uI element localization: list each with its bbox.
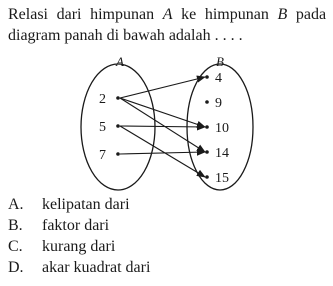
codomain-label-14: 14 — [215, 146, 229, 161]
option-c[interactable] — [8, 236, 150, 257]
option-d-text: akar kuadrat dari — [42, 259, 151, 276]
arrow-5-to-10 — [120, 126, 205, 127]
option-b-letter: B. — [8, 217, 23, 234]
codomain-dot-9 — [205, 100, 209, 104]
domain-dot-5 — [116, 124, 120, 128]
option-b-text: faktor dari — [42, 217, 110, 234]
option-c-text: kurang dari — [42, 238, 116, 255]
arrow-2-to-14 — [120, 98, 205, 152]
codomain-label-10: 10 — [215, 121, 229, 136]
option-a-text: kelipatan dari — [42, 196, 130, 213]
option-a[interactable] — [8, 194, 150, 215]
arrow-5-to-15 — [120, 126, 205, 177]
question-part-1: Relasi dari himpunan — [8, 6, 155, 23]
codomain-dot-15 — [205, 175, 209, 179]
option-c-letter: C. — [8, 238, 23, 255]
set-a-label: A — [116, 54, 124, 69]
codomain-label-15: 15 — [215, 171, 229, 186]
option-b[interactable] — [8, 215, 150, 236]
codomain-label-9: 9 — [215, 96, 222, 111]
arrow-2-to-10 — [120, 98, 205, 127]
arrow-7-to-14 — [120, 152, 205, 154]
arrow-2-to-4 — [120, 77, 205, 98]
domain-label-7: 7 — [99, 148, 106, 163]
domain-label-5: 5 — [99, 120, 106, 135]
answer-options — [8, 194, 150, 278]
set-b-label: B — [216, 54, 224, 69]
codomain-dot-14 — [205, 150, 209, 154]
codomain-label-4: 4 — [215, 71, 222, 86]
option-d[interactable] — [8, 257, 150, 278]
labels-layer — [99, 71, 229, 186]
set-a-name: A — [162, 6, 173, 23]
domain-label-2: 2 — [99, 92, 106, 107]
option-d-letter: D. — [8, 259, 24, 276]
question-part-3: pada diagram panah di bawah adalah . . . . — [8, 6, 327, 44]
question-part-2: ke himpunan — [181, 6, 269, 23]
domain-dot-7 — [116, 152, 120, 156]
codomain-dot-10 — [205, 125, 209, 129]
domain-dot-2 — [116, 96, 120, 100]
set-b-name: B — [277, 6, 288, 23]
codomain-dot-4 — [205, 75, 209, 79]
option-a-letter: A. — [8, 196, 24, 213]
